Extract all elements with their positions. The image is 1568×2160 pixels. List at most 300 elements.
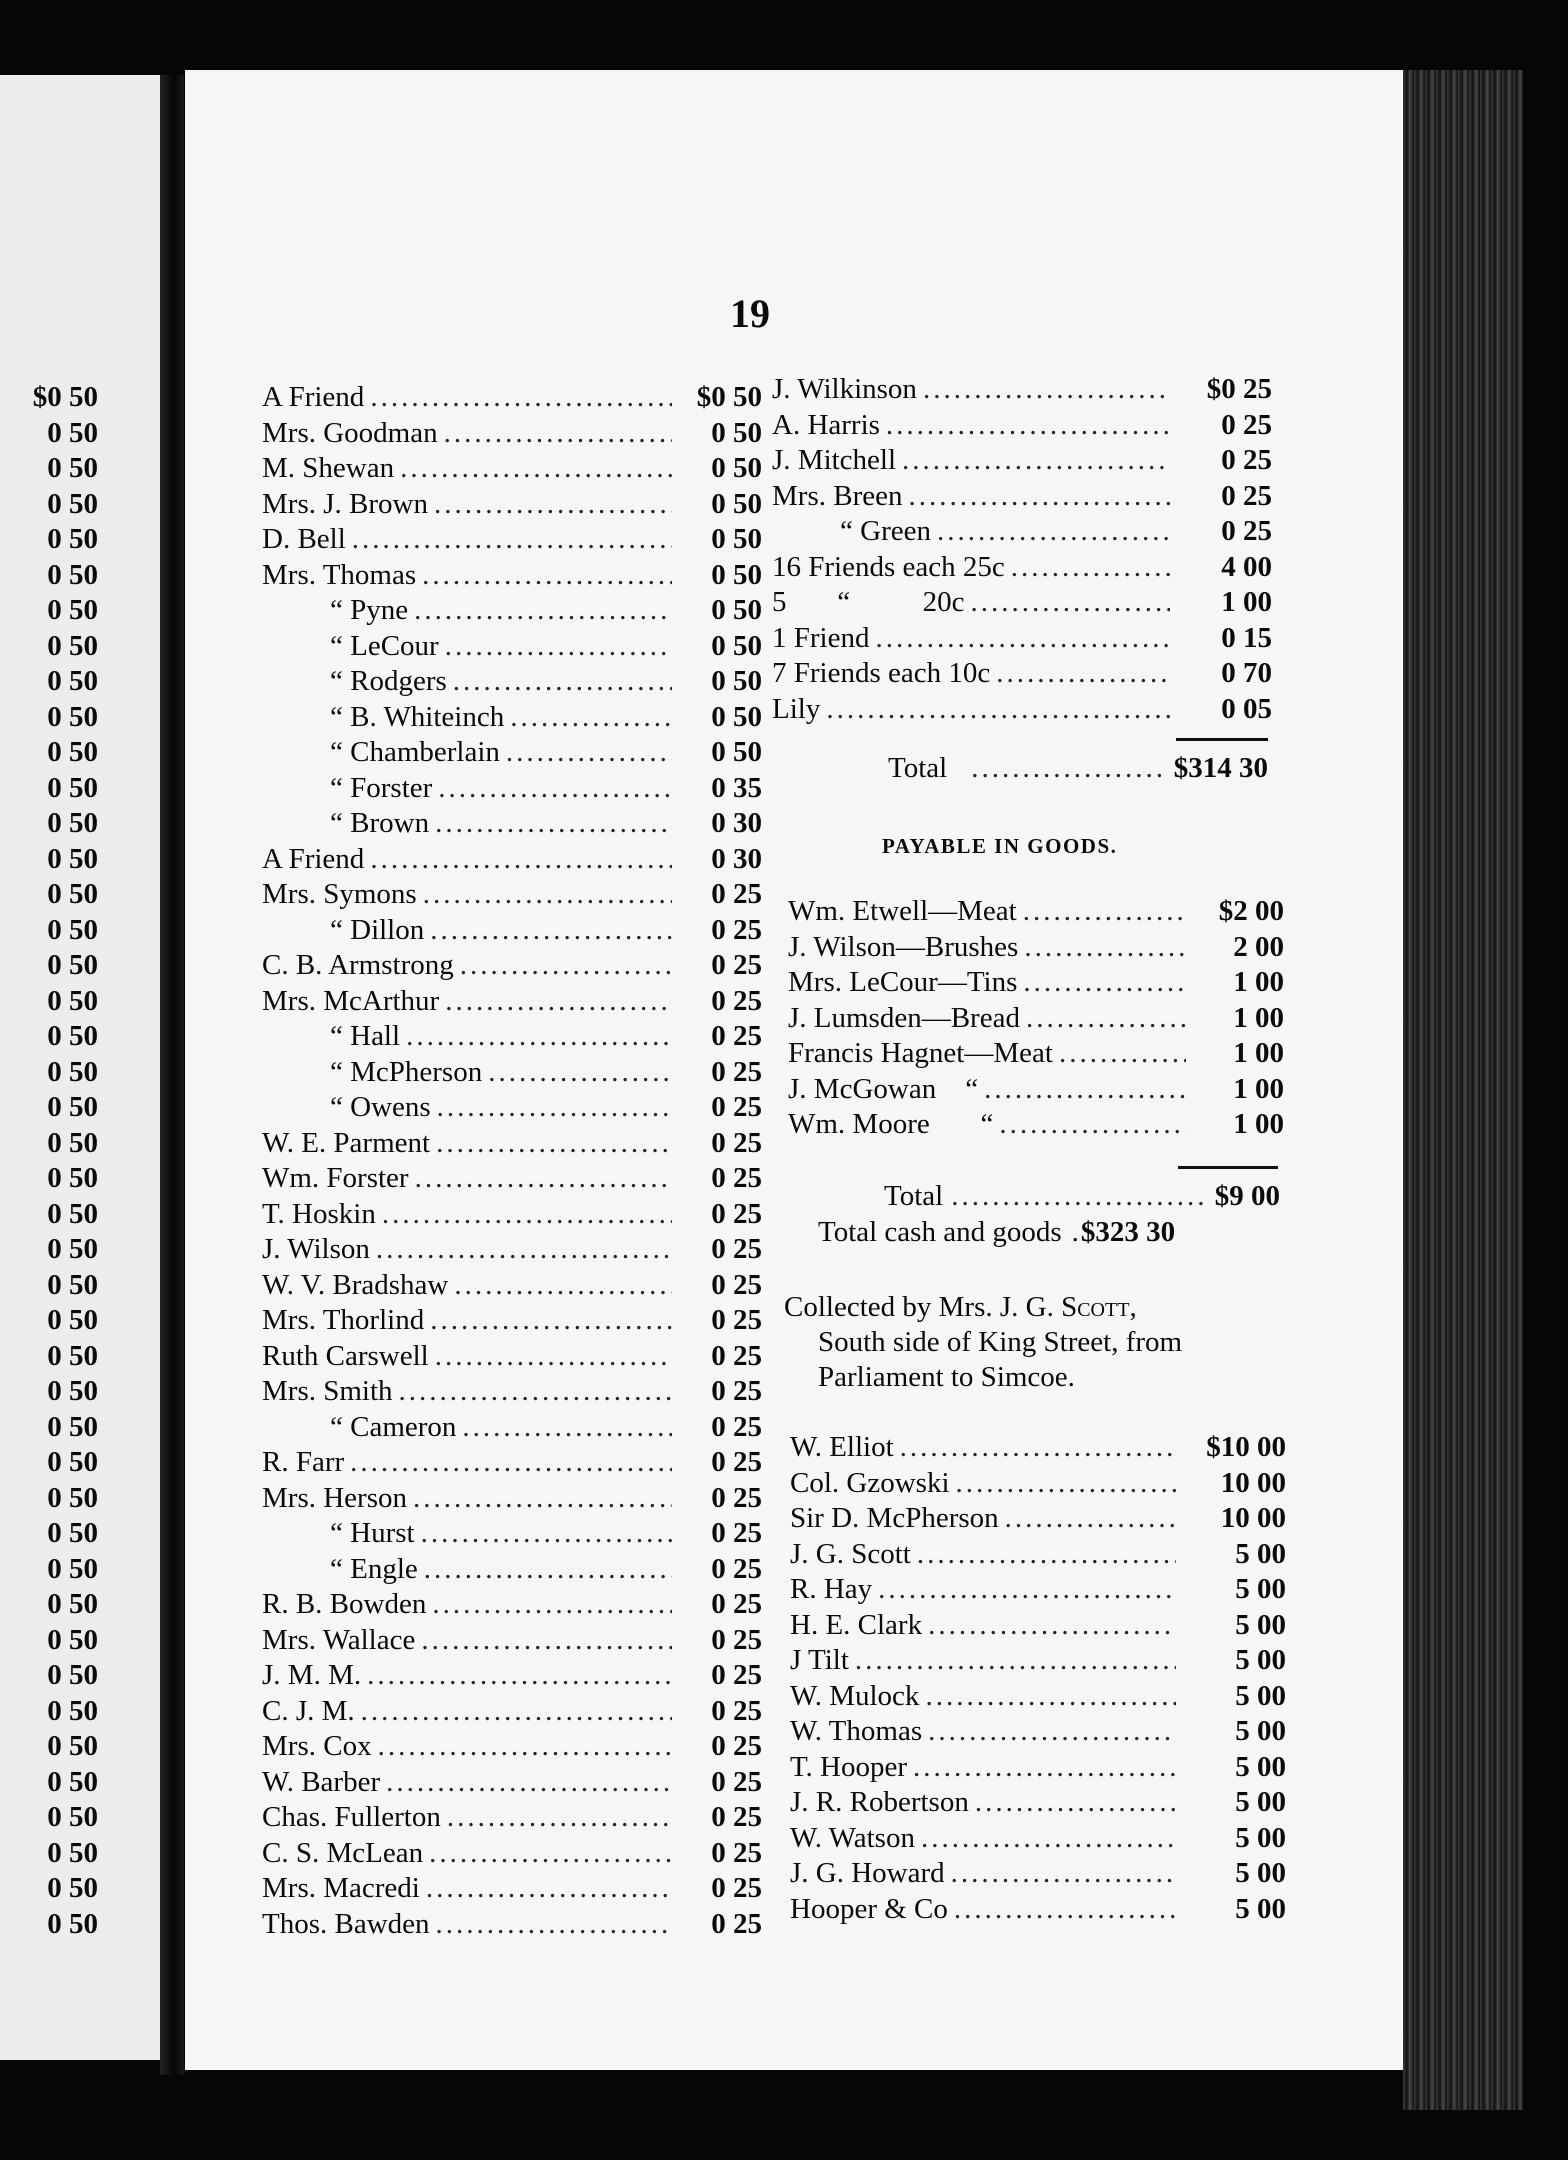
subscriber-name: Mrs. Thorlind bbox=[262, 1304, 425, 1336]
list-item bbox=[262, 1410, 762, 1446]
list-item bbox=[262, 664, 762, 700]
list-item bbox=[262, 1587, 762, 1623]
list-item bbox=[788, 930, 1284, 966]
amount: 0 25 bbox=[711, 1126, 762, 1159]
leader-dots bbox=[460, 948, 672, 984]
left-page-amount: 0 50 bbox=[47, 1552, 98, 1585]
goods-total bbox=[884, 1180, 1280, 1213]
list-item bbox=[772, 479, 1272, 515]
amount: 0 25 bbox=[711, 1481, 762, 1514]
subscriber-name: A Friend bbox=[262, 842, 365, 875]
left-page-amount: 0 50 bbox=[47, 1446, 98, 1478]
collector-line-3: Parliament to Simcoe. bbox=[818, 1361, 1075, 1393]
leader-dots bbox=[956, 1466, 1177, 1502]
subscriber-name: J. McGowan “ bbox=[788, 1072, 979, 1105]
amount: 5 00 bbox=[1235, 1715, 1286, 1747]
subscriber-name: J. R. Robertson bbox=[790, 1786, 969, 1818]
subscriber-name: D. Bell bbox=[262, 523, 346, 555]
leader-dots bbox=[984, 1072, 1186, 1108]
subscriber-list-column-4 bbox=[790, 1430, 1286, 1927]
amount: 5 00 bbox=[1235, 1644, 1286, 1676]
leader-dots bbox=[378, 1729, 672, 1765]
leader-dots bbox=[951, 1180, 1207, 1213]
leader-dots bbox=[370, 842, 672, 878]
subscriber-name: J. Mitchell bbox=[772, 444, 897, 476]
leader-dots bbox=[925, 1679, 1176, 1715]
left-page-amount: 0 50 bbox=[47, 1268, 98, 1301]
amount: 1 00 bbox=[1233, 1108, 1284, 1140]
subscriber-name: R. B. Bowden bbox=[262, 1588, 427, 1620]
amount: 0 50 bbox=[711, 665, 762, 697]
left-page-amount: 0 50 bbox=[47, 1020, 98, 1052]
page-edges bbox=[1403, 70, 1523, 2110]
leader-dots bbox=[386, 1765, 672, 1801]
left-page-amount: 0 50 bbox=[47, 1481, 98, 1514]
left-page-amount: 0 50 bbox=[47, 1304, 98, 1336]
subscriber-name: T. Hoskin bbox=[262, 1197, 376, 1230]
leader-dots bbox=[923, 372, 1170, 408]
list-item bbox=[262, 842, 762, 878]
leader-dots bbox=[937, 514, 1170, 550]
amount: 0 25 bbox=[711, 1410, 762, 1443]
subscriber-name: Mrs. Cox bbox=[262, 1730, 372, 1762]
subscriber-name: Sir D. McPherson bbox=[790, 1502, 999, 1534]
amount: 0 50 bbox=[711, 736, 762, 768]
subscriber-name: “ Hall bbox=[330, 1020, 401, 1052]
leader-dots bbox=[488, 1055, 672, 1091]
left-page-amount: 0 50 bbox=[47, 984, 98, 1017]
list-item bbox=[772, 550, 1272, 586]
list-item bbox=[262, 629, 762, 665]
amount: 1 00 bbox=[1233, 1037, 1284, 1069]
list-item bbox=[772, 372, 1272, 408]
subscriber-name: J. Lumsden—Bread bbox=[788, 1001, 1020, 1034]
leader-dots bbox=[447, 1800, 672, 1836]
leader-dots bbox=[438, 771, 672, 807]
subscriber-name: Wm. Moore “ bbox=[788, 1108, 994, 1140]
left-page-amount: 0 50 bbox=[47, 1375, 98, 1407]
subscriber-name: C. S. McLean bbox=[262, 1836, 424, 1869]
leader-dots bbox=[900, 1430, 1176, 1466]
list-item bbox=[772, 408, 1272, 444]
subscriber-name: R. Farr bbox=[262, 1446, 345, 1478]
amount: 5 00 bbox=[1235, 1821, 1286, 1854]
list-item bbox=[262, 877, 762, 913]
list-item bbox=[772, 585, 1272, 621]
leader-dots bbox=[424, 1552, 672, 1588]
leader-dots bbox=[875, 621, 1170, 657]
subscriber-name: “ Pyne bbox=[330, 594, 409, 626]
list-item bbox=[790, 1856, 1286, 1892]
amount: 0 25 bbox=[711, 913, 762, 946]
left-page-amount: 0 50 bbox=[47, 1836, 98, 1869]
list-item bbox=[262, 487, 762, 523]
list-item bbox=[790, 1608, 1286, 1644]
amount: 0 25 bbox=[711, 1162, 762, 1194]
goods-total-label: Total bbox=[884, 1180, 944, 1212]
leader-dots bbox=[826, 692, 1170, 728]
subscriber-name: W. Watson bbox=[790, 1821, 915, 1854]
subscriber-name: “ Owens bbox=[330, 1091, 431, 1123]
list-item bbox=[790, 1679, 1286, 1715]
subscriber-name: Lily bbox=[772, 692, 821, 725]
list-item bbox=[262, 984, 762, 1020]
list-item bbox=[788, 1072, 1284, 1108]
goods-section-heading: PAYABLE IN GOODS. bbox=[882, 834, 1118, 858]
collector-line-2: South side of King Street, from bbox=[818, 1326, 1183, 1358]
left-page-amount: 0 50 bbox=[47, 1659, 98, 1691]
list-item bbox=[788, 1036, 1284, 1072]
total-rule bbox=[1176, 738, 1268, 741]
subscriber-list-column-1 bbox=[262, 380, 762, 1942]
amount: 0 25 bbox=[711, 1375, 762, 1407]
leader-dots bbox=[430, 913, 672, 949]
collector-note bbox=[784, 1290, 1304, 1395]
subscriber-name: “ McPherson bbox=[330, 1055, 483, 1088]
goods-list bbox=[788, 894, 1284, 1143]
subscriber-name: “ Green bbox=[840, 515, 931, 547]
left-page-amount: 0 50 bbox=[47, 1588, 98, 1620]
subscriber-list-column-2 bbox=[772, 372, 1272, 727]
leader-dots bbox=[951, 1856, 1176, 1892]
leader-dots bbox=[436, 1126, 672, 1162]
total-label: Total bbox=[888, 752, 948, 784]
amount: 0 25 bbox=[711, 1233, 762, 1265]
list-item bbox=[262, 1516, 762, 1552]
leader-dot: . bbox=[1071, 1216, 1079, 1248]
leader-dots bbox=[462, 1410, 672, 1446]
amount: 0 25 bbox=[711, 949, 762, 981]
subscriber-name: Thos. Bawden bbox=[262, 1907, 430, 1940]
leader-dots bbox=[445, 984, 672, 1020]
leader-dots bbox=[352, 522, 672, 558]
leader-dots bbox=[996, 656, 1170, 692]
subscriber-name: W. V. Bradshaw bbox=[262, 1268, 449, 1301]
list-item bbox=[262, 1836, 762, 1872]
list-item bbox=[262, 1339, 762, 1375]
left-page-amount: 0 50 bbox=[47, 1197, 98, 1230]
list-item bbox=[262, 416, 762, 452]
subscriber-name: J. Wilson bbox=[262, 1233, 370, 1265]
left-page-amount: 0 50 bbox=[47, 1694, 98, 1727]
leader-dots bbox=[913, 1750, 1176, 1786]
list-item bbox=[262, 1019, 762, 1055]
leader-dots bbox=[350, 1445, 672, 1481]
list-item bbox=[262, 1197, 762, 1233]
leader-dots bbox=[975, 1785, 1176, 1821]
left-page-amount: 0 50 bbox=[47, 1872, 98, 1904]
left-page-amount: 0 50 bbox=[47, 1801, 98, 1833]
subscriber-name: Mrs. Herson bbox=[262, 1481, 407, 1514]
left-page-amount: 0 50 bbox=[47, 1907, 98, 1940]
left-page-amount: 0 50 bbox=[47, 1126, 98, 1159]
list-item bbox=[790, 1466, 1286, 1502]
subscriber-name: “ LeCour bbox=[330, 629, 439, 662]
leader-dots bbox=[902, 443, 1170, 479]
amount: 10 00 bbox=[1220, 1502, 1286, 1534]
left-page-amount: 0 50 bbox=[47, 1233, 98, 1265]
subscriber-name: Mrs. Thomas bbox=[262, 558, 417, 591]
subscriber-name: C. B. Armstrong bbox=[262, 949, 454, 981]
list-item bbox=[790, 1430, 1286, 1466]
left-page-amount: 0 50 bbox=[47, 949, 98, 981]
amount: 1 00 bbox=[1233, 1001, 1284, 1034]
list-item bbox=[262, 1445, 762, 1481]
leader-dots bbox=[506, 735, 672, 771]
list-item bbox=[772, 656, 1272, 692]
subscriber-name: Mrs. McArthur bbox=[262, 984, 440, 1017]
subscriber-name: Hooper & Co bbox=[790, 1892, 948, 1925]
subscriber-name: J. Wilkinson bbox=[772, 373, 917, 405]
leader-dots bbox=[453, 664, 672, 700]
subscriber-name: Wm. Forster bbox=[262, 1162, 409, 1194]
left-page-amount: 0 50 bbox=[47, 736, 98, 768]
left-page-amount: 0 50 bbox=[47, 1091, 98, 1123]
page-number: 19 bbox=[730, 291, 770, 336]
leader-dots bbox=[971, 752, 1166, 785]
left-page-amount: 0 50 bbox=[47, 487, 98, 520]
amount: 0 50 bbox=[711, 700, 762, 733]
subscriber-name: R. Hay bbox=[790, 1573, 873, 1605]
amount: 1 00 bbox=[1233, 966, 1284, 998]
leader-dots bbox=[434, 487, 672, 523]
amount: 0 25 bbox=[1221, 479, 1272, 512]
list-item bbox=[262, 1729, 762, 1765]
leader-dots bbox=[1005, 1501, 1176, 1537]
subscriber-name: “ Chamberlain bbox=[330, 736, 500, 768]
amount: 5 00 bbox=[1235, 1857, 1286, 1889]
leader-dots bbox=[855, 1643, 1176, 1679]
subscriber-name: J. G. Howard bbox=[790, 1857, 945, 1889]
amount: 5 00 bbox=[1235, 1573, 1286, 1605]
collector-name: Scott, bbox=[1061, 1291, 1137, 1323]
leader-dots bbox=[1023, 894, 1186, 930]
leader-dots bbox=[1026, 1001, 1186, 1037]
list-item bbox=[262, 1055, 762, 1091]
left-page-amount: 0 50 bbox=[47, 665, 98, 697]
leader-dots bbox=[406, 1019, 672, 1055]
list-item bbox=[262, 1800, 762, 1836]
subscriber-name: C. J. M. bbox=[262, 1694, 355, 1727]
leader-dots bbox=[361, 1694, 672, 1730]
subscriber-name: “ Forster bbox=[330, 771, 433, 804]
leader-dots bbox=[429, 1836, 672, 1872]
amount: $0 25 bbox=[1206, 373, 1272, 405]
left-page-amount: $0 50 bbox=[32, 381, 98, 413]
left-page-amount: 0 50 bbox=[47, 594, 98, 626]
amount: 0 30 bbox=[711, 842, 762, 875]
left-page-amount: 0 50 bbox=[47, 842, 98, 875]
amount: 10 00 bbox=[1220, 1466, 1286, 1499]
leader-dots bbox=[921, 1821, 1176, 1857]
leader-dots bbox=[415, 1161, 672, 1197]
subscriber-name: “ Rodgers bbox=[330, 665, 447, 697]
list-item bbox=[262, 913, 762, 949]
leader-dots bbox=[422, 558, 672, 594]
leader-dots bbox=[367, 1658, 672, 1694]
leader-dots bbox=[435, 1339, 672, 1375]
amount: 0 25 bbox=[1221, 444, 1272, 476]
subscriber-name: “ B. Whiteinch bbox=[330, 700, 505, 733]
amount: 0 25 bbox=[711, 1552, 762, 1585]
left-page-amount: 0 50 bbox=[47, 416, 98, 449]
subscriber-name: J. Wilson—Brushes bbox=[788, 930, 1019, 963]
list-item bbox=[262, 1161, 762, 1197]
list-item bbox=[262, 1232, 762, 1268]
subscriber-name: 1 Friend bbox=[772, 621, 870, 654]
subscriber-name: M. Shewan bbox=[262, 452, 395, 484]
subscriber-name: T. Hooper bbox=[790, 1750, 908, 1783]
list-item bbox=[790, 1572, 1286, 1608]
amount: 0 25 bbox=[711, 1055, 762, 1088]
column-2-total bbox=[888, 752, 1268, 785]
list-item bbox=[788, 1001, 1284, 1037]
list-item bbox=[772, 621, 1272, 657]
leader-dots bbox=[928, 1608, 1176, 1644]
list-item bbox=[790, 1892, 1286, 1928]
list-item bbox=[772, 443, 1272, 479]
subscriber-name: A Friend bbox=[262, 381, 365, 413]
amount: 0 25 bbox=[711, 1836, 762, 1869]
amount: 0 50 bbox=[711, 629, 762, 662]
leader-dots bbox=[878, 1572, 1176, 1608]
leader-dots bbox=[435, 806, 672, 842]
list-item bbox=[262, 1694, 762, 1730]
amount: 0 25 bbox=[1221, 515, 1272, 547]
list-item bbox=[262, 1623, 762, 1659]
amount: 0 50 bbox=[711, 416, 762, 449]
leader-dots bbox=[423, 877, 672, 913]
subscriber-name: 5 “ 20c bbox=[772, 586, 965, 618]
list-item bbox=[262, 1658, 762, 1694]
list-item bbox=[790, 1785, 1286, 1821]
leader-dots bbox=[510, 700, 672, 736]
amount: 0 15 bbox=[1221, 621, 1272, 654]
leader-dots bbox=[437, 1090, 672, 1126]
leader-dots bbox=[1059, 1036, 1186, 1072]
list-item bbox=[262, 1552, 762, 1588]
list-item bbox=[790, 1537, 1286, 1573]
subscriber-name: Ruth Carswell bbox=[262, 1339, 429, 1372]
leader-dots bbox=[971, 585, 1171, 621]
list-item bbox=[262, 1268, 762, 1304]
list-item bbox=[772, 514, 1272, 550]
list-item bbox=[788, 1107, 1284, 1143]
left-page-amount: 0 50 bbox=[47, 807, 98, 839]
amount: 0 25 bbox=[711, 1801, 762, 1833]
subscriber-name: W. Thomas bbox=[790, 1715, 923, 1747]
amount: 4 00 bbox=[1221, 550, 1272, 583]
subscriber-name: Mrs. Goodman bbox=[262, 416, 438, 449]
amount: 0 25 bbox=[711, 984, 762, 1017]
amount: $2 00 bbox=[1218, 895, 1284, 927]
list-item bbox=[262, 1090, 762, 1126]
amount: 0 25 bbox=[711, 1268, 762, 1301]
subscriber-name: Mrs. Wallace bbox=[262, 1623, 416, 1656]
left-page-amount: 0 50 bbox=[47, 1339, 98, 1372]
amount: $10 00 bbox=[1206, 1431, 1286, 1463]
subscriber-name: Mrs. Breen bbox=[772, 479, 903, 512]
subscriber-name: W. Barber bbox=[262, 1765, 381, 1798]
leader-dots bbox=[954, 1892, 1176, 1928]
amount: 0 30 bbox=[711, 807, 762, 839]
list-item bbox=[262, 1303, 762, 1339]
leader-dots bbox=[430, 1303, 672, 1339]
list-item bbox=[262, 1374, 762, 1410]
leader-dots bbox=[1011, 550, 1170, 586]
left-page-amount: 0 50 bbox=[47, 558, 98, 591]
left-page-amount: 0 50 bbox=[47, 1055, 98, 1088]
goods-total-rule bbox=[1178, 1166, 1278, 1169]
amount: 0 25 bbox=[711, 1872, 762, 1904]
amount: 0 25 bbox=[711, 1659, 762, 1691]
left-page-amount: 0 50 bbox=[47, 1623, 98, 1656]
amount: 0 50 bbox=[711, 487, 762, 520]
left-page-amount: 0 50 bbox=[47, 629, 98, 662]
amount: 5 00 bbox=[1235, 1892, 1286, 1925]
subscriber-name: “ Hurst bbox=[330, 1517, 415, 1549]
left-page-amount: 0 50 bbox=[47, 1410, 98, 1443]
leader-dots bbox=[1023, 965, 1186, 1001]
leader-dots bbox=[421, 1516, 672, 1552]
subscriber-name: Wm. Etwell—Meat bbox=[788, 895, 1017, 927]
leader-dots bbox=[426, 1871, 672, 1907]
list-item bbox=[262, 380, 762, 416]
amount: 5 00 bbox=[1235, 1537, 1286, 1570]
subscriber-name: W. Elliot bbox=[790, 1431, 894, 1463]
amount: 0 50 bbox=[711, 523, 762, 555]
subscriber-name: Mrs. Macredi bbox=[262, 1872, 420, 1904]
amount: 0 25 bbox=[711, 1907, 762, 1940]
left-page-amount: 0 50 bbox=[47, 771, 98, 804]
leader-dots bbox=[1024, 930, 1186, 966]
amount: 0 25 bbox=[711, 1623, 762, 1656]
leader-dots bbox=[444, 416, 672, 452]
collector-prefix: Collected by Mrs. J. G. bbox=[784, 1291, 1054, 1323]
amount: 2 00 bbox=[1233, 930, 1284, 963]
subscriber-name: 7 Friends each 10c bbox=[772, 657, 991, 689]
leader-dots bbox=[421, 1623, 672, 1659]
amount: 0 25 bbox=[711, 1020, 762, 1052]
list-item bbox=[790, 1501, 1286, 1537]
subscriber-name: A. Harris bbox=[772, 408, 880, 441]
list-item bbox=[262, 806, 762, 842]
leader-dots bbox=[400, 451, 672, 487]
leader-dots bbox=[928, 1714, 1176, 1750]
list-item bbox=[262, 1126, 762, 1162]
left-page-amount: 0 50 bbox=[47, 878, 98, 910]
left-page-amount-column bbox=[8, 380, 158, 1942]
amount: 0 25 bbox=[711, 878, 762, 910]
list-item bbox=[262, 700, 762, 736]
amount: 5 00 bbox=[1235, 1679, 1286, 1712]
subscriber-name: Mrs. LeCour—Tins bbox=[788, 966, 1018, 998]
grand-total-label: Total cash and goods bbox=[818, 1216, 1062, 1248]
left-page-amount: 0 50 bbox=[47, 700, 98, 733]
list-item bbox=[790, 1750, 1286, 1786]
amount: 5 00 bbox=[1235, 1786, 1286, 1818]
total-amount: $314 30 bbox=[1173, 752, 1268, 784]
amount: 0 70 bbox=[1221, 657, 1272, 689]
leader-dots bbox=[370, 380, 672, 416]
subscriber-name: Mrs. J. Brown bbox=[262, 487, 428, 520]
list-item bbox=[788, 894, 1284, 930]
list-item bbox=[262, 1907, 762, 1943]
book-gutter bbox=[160, 75, 184, 2075]
amount: 0 25 bbox=[711, 1517, 762, 1549]
list-item bbox=[262, 771, 762, 807]
amount: $0 50 bbox=[696, 381, 762, 413]
